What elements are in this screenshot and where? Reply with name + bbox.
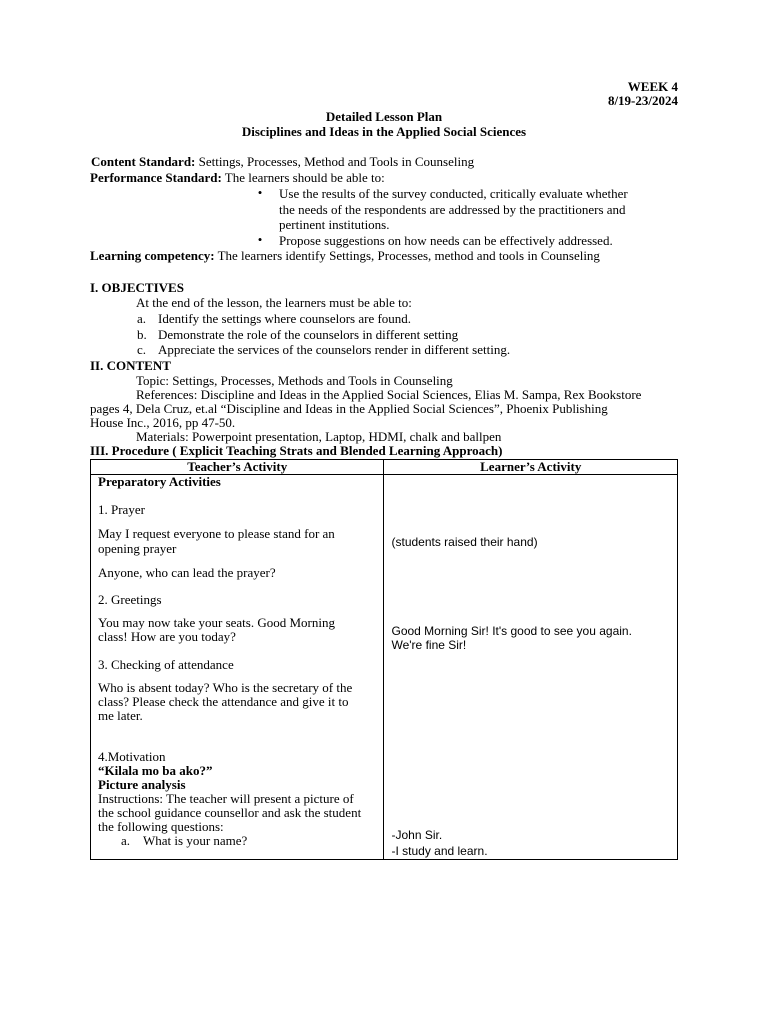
motivation-title: 4.Motivation <box>98 749 166 764</box>
date-range: 8/19-23/2024 <box>607 93 678 108</box>
objective-marker: c. <box>137 342 147 357</box>
procedure-heading: III. Procedure ( Explicit Teaching Strats and Blended Learning Approach) <box>90 443 503 458</box>
greetings-title: 2. Greetings <box>98 592 162 607</box>
teacher-activity-header: Teacher’s Activity <box>91 460 384 475</box>
objectives-intro: At the end of the lesson, the learners must be able to: <box>136 295 412 310</box>
performance-standard-label: Performance Standard: <box>90 170 222 185</box>
learning-competency-text: The learners identify Settings, Processes, method and tools in Counseling <box>214 248 600 263</box>
doc-subtitle: Disciplines and Ideas in the Applied Social Sciences <box>241 124 527 139</box>
learner-answer: -John Sir. <box>391 828 443 842</box>
objective-marker: a. <box>137 311 147 326</box>
content-references: References: Discipline and Ideas in the Applied Social Sciences, Elias M. Sampa, Rex Bookstore <box>136 387 642 402</box>
learner-answer: -I study and learn. <box>391 844 488 858</box>
prayer-title: 1. Prayer <box>98 502 145 517</box>
content-heading: II. CONTENT <box>90 358 171 373</box>
doc-title: Detailed Lesson Plan <box>325 109 443 124</box>
attendance-title: 3. Checking of attendance <box>98 657 234 672</box>
objective-item: Demonstrate the role of the counselors in different setting <box>158 327 459 342</box>
prayer-text: May I request everyone to please stand for an <box>98 526 335 541</box>
greeting-response: We're fine Sir! <box>391 638 467 652</box>
bullet-line: pertinent institutions. <box>279 217 390 232</box>
attendance-text: Who is absent today? Who is the secretary of the <box>98 680 353 695</box>
performance-standard-text: The learners should be able to: <box>221 170 385 185</box>
content-references: House Inc., 2016, pp 47-50. <box>90 415 236 430</box>
objectives-heading: I. OBJECTIVES <box>90 280 184 295</box>
bullet-line: Use the results of the survey conducted, critically evaluate whether <box>279 186 628 201</box>
content-materials: Materials: Powerpoint presentation, Laptop, HDMI, chalk and ballpen <box>136 429 502 444</box>
procedure-table <box>90 459 678 860</box>
learning-competency <box>90 249 600 263</box>
learning-competency-label: Learning competency: <box>90 248 215 263</box>
content-references: pages 4, Dela Cruz, et.al “Discipline and Ideas in the Applied Social Sciences”, Phoenix Publishing <box>90 401 608 416</box>
bullet-icon: • <box>257 232 263 247</box>
picture-analysis: Picture analysis <box>98 777 186 792</box>
greetings-text: You may now take your seats. Good Morning <box>98 615 335 630</box>
objective-item: Identify the settings where counselors are found. <box>158 311 412 326</box>
instructions-text: the following questions: <box>98 819 224 834</box>
instructions-text: Instructions: The teacher will present a picture of <box>98 791 354 806</box>
learner-activity-header: Learner’s Activity <box>384 460 678 475</box>
content-standard-label: Content Standard: <box>91 154 196 169</box>
objective-marker: b. <box>137 327 147 342</box>
motivation-game: “Kilala mo ba ako?” <box>98 763 213 778</box>
prayer-text: opening prayer <box>98 541 177 556</box>
question-text: What is your name? <box>143 833 248 848</box>
instructions-text: the school guidance counsellor and ask the student <box>98 805 362 820</box>
performance-standard <box>90 171 385 185</box>
objective-item: Appreciate the services of the counselors render in different setting. <box>158 342 511 357</box>
bullet-line: the needs of the respondents are addressed by the practitioners and <box>279 202 626 217</box>
greeting-response: Good Morning Sir! It's good to see you again. <box>391 624 632 638</box>
prayer-response: (students raised their hand) <box>391 535 538 549</box>
content-standard <box>91 155 474 169</box>
greetings-text: class! How are you today? <box>98 629 236 644</box>
preparatory-activities: Preparatory Activities <box>98 474 221 489</box>
teacher-activity-cell <box>91 475 384 860</box>
prayer-ask: Anyone, who can lead the prayer? <box>98 565 276 580</box>
bullet-icon: • <box>257 185 263 200</box>
content-standard-text: Settings, Processes, Method and Tools in Counseling <box>195 154 475 169</box>
attendance-text: me later. <box>98 708 143 723</box>
content-topic: Topic: Settings, Processes, Methods and Tools in Counseling <box>136 373 453 388</box>
question-marker: a. <box>121 833 131 848</box>
bullet-line: Propose suggestions on how needs can be effectively addressed. <box>279 233 613 248</box>
week-label: WEEK 4 <box>627 79 678 94</box>
learner-activity-cell <box>384 475 678 860</box>
attendance-text: class? Please check the attendance and give it to <box>98 694 349 709</box>
